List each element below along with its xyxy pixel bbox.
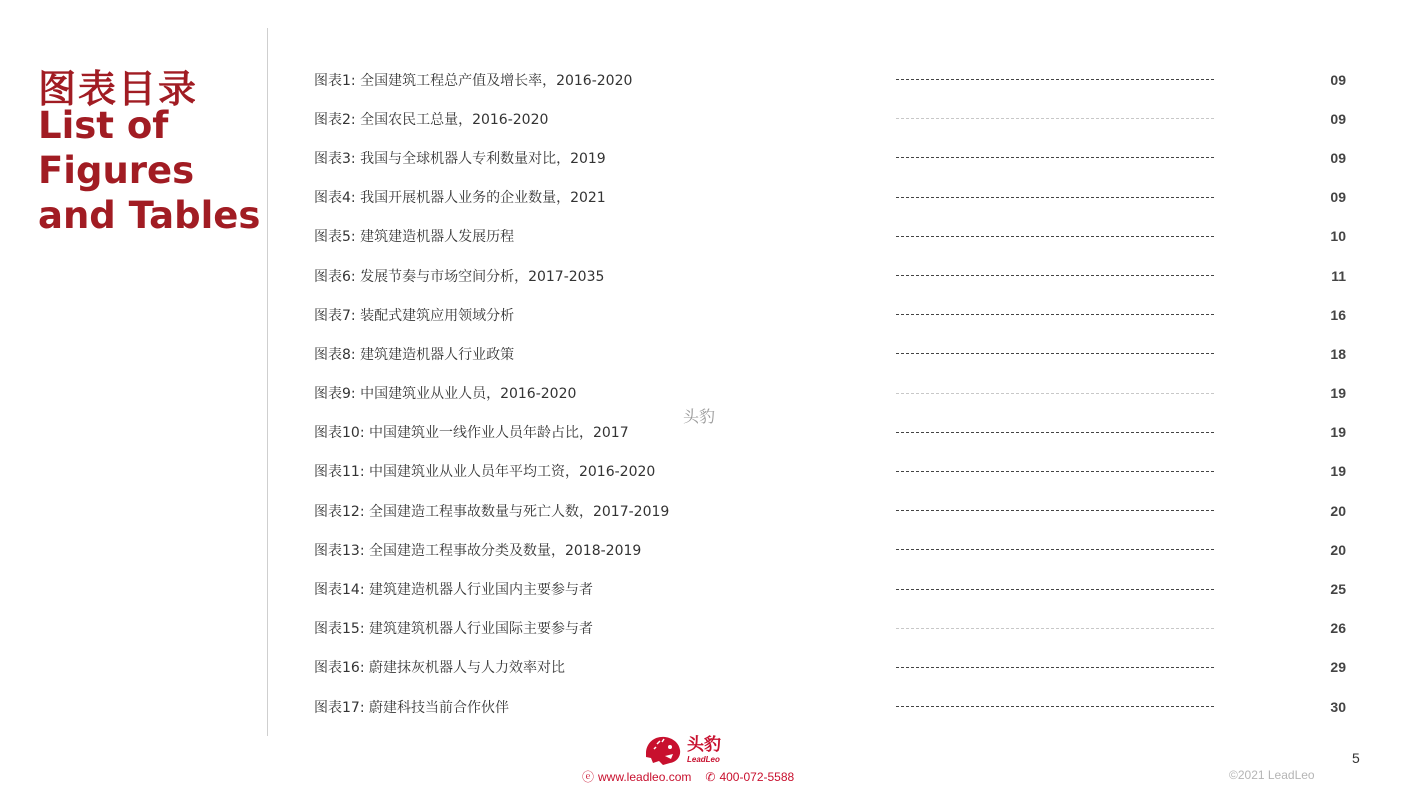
toc-page-number: 25 xyxy=(1330,581,1346,598)
toc-leader-dots xyxy=(896,706,1214,707)
toc-label: 图表10: 中国建筑业一线作业人员年龄占比，2017 xyxy=(314,425,629,442)
page-title-cn: 图表目录 xyxy=(38,67,199,111)
toc-row[interactable] xyxy=(314,569,1354,608)
toc-page-number: 18 xyxy=(1330,345,1346,362)
toc-page-number: 09 xyxy=(1330,149,1346,166)
toc-page-number: 09 xyxy=(1330,189,1346,206)
toc-leader-dots xyxy=(896,589,1214,590)
toc-row[interactable] xyxy=(314,178,1354,217)
toc-label: 图表7: 装配式建筑应用领域分析 xyxy=(314,307,515,324)
vertical-divider xyxy=(267,28,268,736)
toc-leader-dots xyxy=(896,471,1214,472)
toc-page-number: 16 xyxy=(1330,306,1346,323)
toc-page-number: 11 xyxy=(1331,267,1346,284)
toc-page-number: 29 xyxy=(1330,659,1346,676)
page-number: 5 xyxy=(1352,750,1360,766)
toc-label: 图表17: 蔚建科技当前合作伙伴 xyxy=(314,699,509,716)
toc-leader-dots xyxy=(896,79,1214,80)
toc-row[interactable] xyxy=(314,374,1354,413)
toc-leader-dots xyxy=(896,628,1214,629)
toc-row[interactable] xyxy=(314,295,1354,334)
toc-row[interactable] xyxy=(314,99,1354,138)
web-icon: ⓔ xyxy=(582,770,595,784)
watermark: 头豹 xyxy=(683,407,716,426)
toc-row[interactable] xyxy=(314,648,1354,687)
toc-page-number: 30 xyxy=(1330,698,1346,715)
toc-leader-dots xyxy=(896,275,1214,276)
toc-leader-dots xyxy=(896,393,1214,394)
toc-page-number: 19 xyxy=(1330,424,1346,441)
toc-label: 图表2: 全国农民工总量，2016-2020 xyxy=(314,111,549,128)
toc-leader-dots xyxy=(896,667,1214,668)
toc-page-number: 10 xyxy=(1330,228,1346,245)
phone-icon: ✆ xyxy=(705,769,716,784)
toc-leader-dots xyxy=(896,353,1214,354)
phone-number: 400-072-5588 xyxy=(719,769,795,784)
toc-label: 图表15: 建筑建筑机器人行业国际主要参与者 xyxy=(314,621,593,638)
toc-leader-dots xyxy=(896,432,1214,433)
toc-label: 图表3: 我国与全球机器人专利数量对比，2019 xyxy=(314,150,606,167)
toc-leader-dots xyxy=(896,236,1214,237)
toc-row[interactable] xyxy=(314,138,1354,177)
toc-row[interactable] xyxy=(314,60,1354,99)
toc-row[interactable] xyxy=(314,413,1354,452)
toc-label: 图表12: 全国建造工程事故数量与死亡人数，2017-2019 xyxy=(314,503,670,520)
toc-label: 图表16: 蔚建抹灰机器人与人力效率对比 xyxy=(314,660,565,677)
toc-row[interactable] xyxy=(314,334,1354,373)
toc-row[interactable] xyxy=(314,217,1354,256)
toc-label: 图表13: 全国建造工程事故分类及数量，2018-2019 xyxy=(314,542,642,559)
toc-label: 图表5: 建筑建造机器人发展历程 xyxy=(314,229,515,246)
toc-row[interactable] xyxy=(314,491,1354,530)
toc-label: 图表1: 全国建筑工程总产值及增长率，2016-2020 xyxy=(314,72,633,89)
toc-leader-dots xyxy=(896,549,1214,550)
toc-label: 图表4: 我国开展机器人业务的企业数量，2021 xyxy=(314,190,606,207)
website-link[interactable]: www.leadleo.com xyxy=(598,769,692,784)
toc-label: 图表8: 建筑建造机器人行业政策 xyxy=(314,346,515,363)
toc-row[interactable] xyxy=(314,530,1354,569)
logo-cn-text: 头豹 xyxy=(687,734,721,755)
toc-leader-dots xyxy=(896,197,1214,198)
toc-leader-dots xyxy=(896,314,1214,315)
toc-row[interactable] xyxy=(314,256,1354,295)
toc-page-number: 19 xyxy=(1330,385,1346,402)
copyright: ©2021 LeadLeo xyxy=(1229,768,1315,782)
toc-page-number: 19 xyxy=(1330,463,1346,480)
toc-row[interactable] xyxy=(314,452,1354,491)
toc-leader-dots xyxy=(896,157,1214,158)
toc-page-number: 20 xyxy=(1330,541,1346,558)
toc-label: 图表14: 建筑建造机器人行业国内主要参与者 xyxy=(314,582,593,599)
toc-label: 图表9: 中国建筑业从业人员，2016-2020 xyxy=(314,386,577,403)
toc-label: 图表11: 中国建筑业从业人员年平均工资，2016-2020 xyxy=(314,464,656,481)
logo-en-text: LeadLeo xyxy=(687,754,720,764)
toc-label: 图表6: 发展节奏与市场空间分析，2017-2035 xyxy=(314,268,605,285)
toc-page-number: 26 xyxy=(1330,620,1346,637)
toc-row[interactable] xyxy=(314,687,1354,726)
toc-leader-dots xyxy=(896,118,1214,119)
toc-page-number: 09 xyxy=(1330,71,1346,88)
toc-page-number: 09 xyxy=(1330,110,1346,127)
toc-row[interactable] xyxy=(314,609,1354,648)
toc-page-number: 20 xyxy=(1330,502,1346,519)
page-title-en: List of Figures and Tables xyxy=(38,104,261,237)
toc-leader-dots xyxy=(896,510,1214,511)
table-of-contents xyxy=(314,60,1354,726)
leopard-logo-icon xyxy=(643,732,683,768)
leadleo-logo xyxy=(643,732,721,768)
footer-contact xyxy=(582,768,794,785)
